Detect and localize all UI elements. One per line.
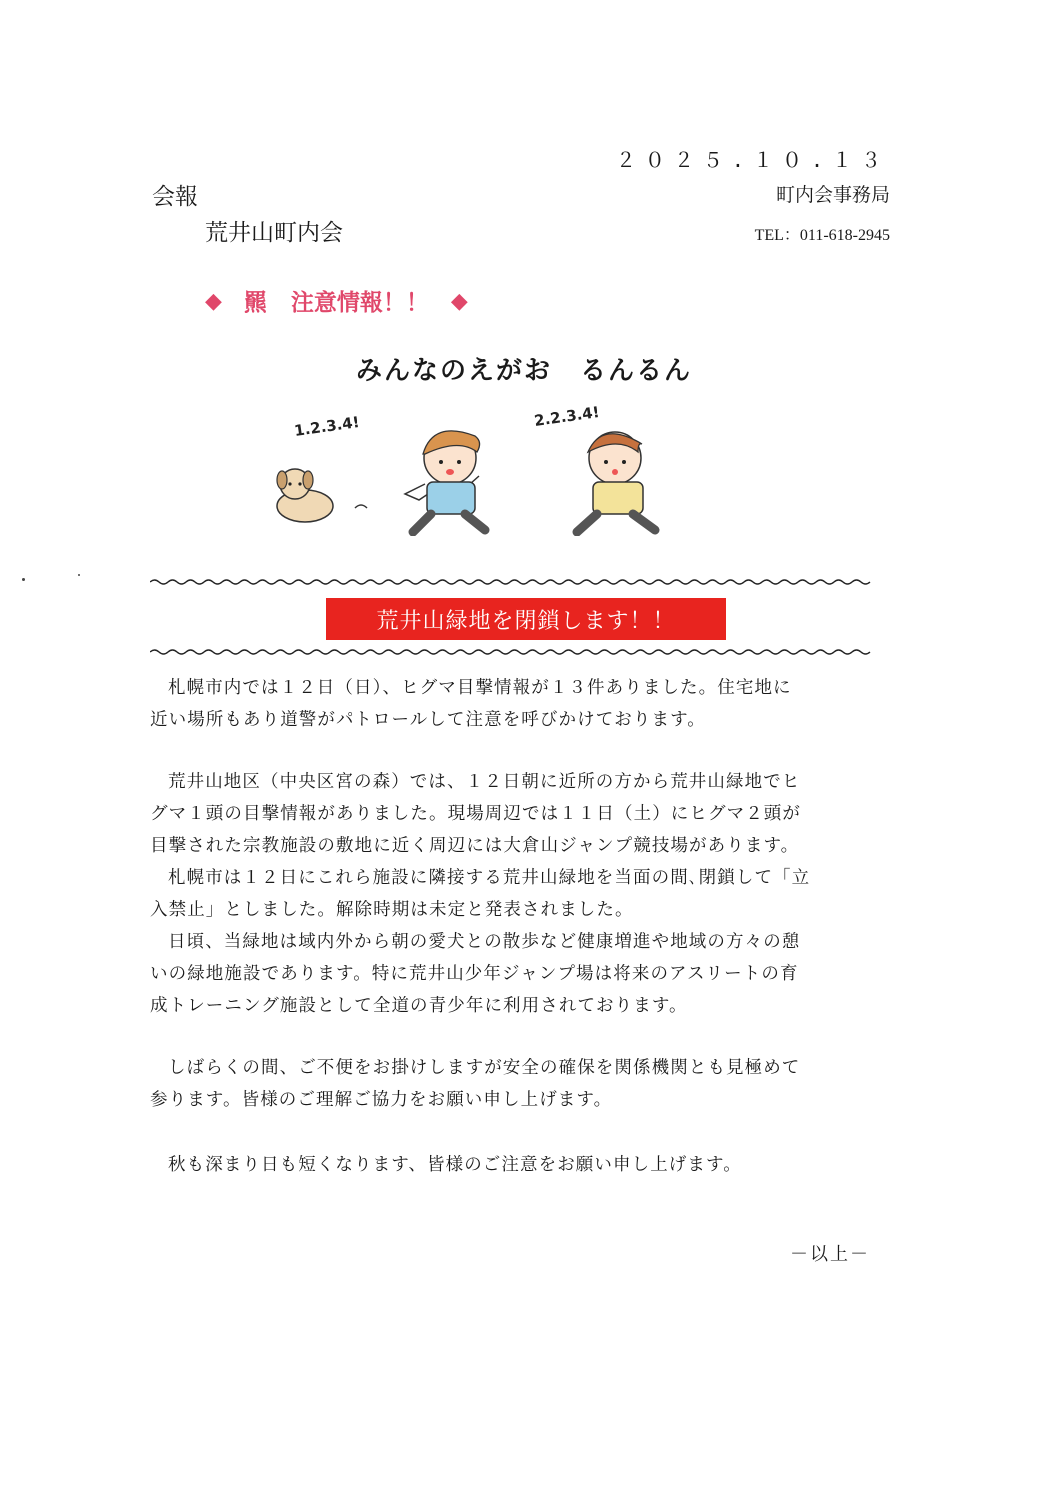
text-line: 札幌市内では１２日（日）、ヒグマ目撃情報が１３件ありました。住宅地に [168,678,792,698]
exercise-illustration [255,396,735,536]
diamond-icon: ◆ [205,287,222,314]
text-line: 目撃された宗教施設の敷地に近く周辺には大倉山ジャンプ競技場があります。 [150,836,800,856]
paragraph-1 [150,672,894,736]
document-date: ２０２５.１０.１３ [615,148,890,172]
alert-text: 注意情報！！ [290,289,429,316]
scan-speck [22,578,25,581]
right-count-text: 2.2.3.4! [533,402,601,430]
text-line: 札幌市は１２日にこれら施設に隣接する荒井山緑地を当面の間､閉鎖して「立 [168,868,811,888]
dog-figure [277,469,367,522]
report-label: 会報 [152,184,198,210]
closure-banner: 荒井山緑地を閉鎖します！！ [326,598,726,640]
woman-figure [405,431,485,532]
paragraph-3 [150,1052,894,1116]
wavy-divider [150,648,872,656]
association-name: 荒井山町内会 [205,220,343,246]
text-line: 荒井山地区（中央区宮の森）では、１２日朝に近所の方から荒井山緑地でヒ [168,772,801,792]
left-count-text: 1.2.3.4! [293,412,361,440]
text-line: 近い場所もあり道警がパトロールして注意を呼びかけております。 [150,710,706,730]
text-line: 入禁止」としました。解除時期は未定と発表されました。 [150,900,634,920]
headline: みんなのえがお るんるん [355,356,692,386]
closing-mark: －以上－ [790,1244,870,1265]
office-tel: TEL：011-618-2945 [754,227,890,244]
text-line: グマ１頭の目撃情報がありました。現場周辺では１１日（土）にヒグマ２頭が [150,804,801,824]
paragraph-2 [150,766,894,1022]
text-line: しばらくの間、ご不便をお掛けしますが安全の確保を関係機関とも見極めて [168,1058,801,1078]
diamond-icon: ◆ [450,287,468,314]
man-figure [577,432,655,532]
office-name: 町内会事務局 [775,184,890,206]
text-line: いの緑地施設であります。特に荒井山少年ジャンプ場は将来のアスリートの育 [150,964,799,984]
text-line: 参ります。皆様のご理解ご協力をお願い申し上げます。 [150,1090,613,1110]
paragraph-4 [150,1149,894,1181]
text-line: 成トレーニング施設として全道の青少年に利用されております。 [150,996,688,1016]
wavy-divider [150,578,872,586]
scan-speck [78,574,80,576]
bear-kanji: 羆 [243,289,269,316]
text-line: 秋も深まり日も短くなります、皆様のご注意をお願い申し上げます。 [168,1155,742,1175]
alert-heading [205,284,565,317]
text-line: 日頃、当緑地は域内外から朝の愛犬との散歩など健康増進や地域の方々の憩 [168,932,801,952]
